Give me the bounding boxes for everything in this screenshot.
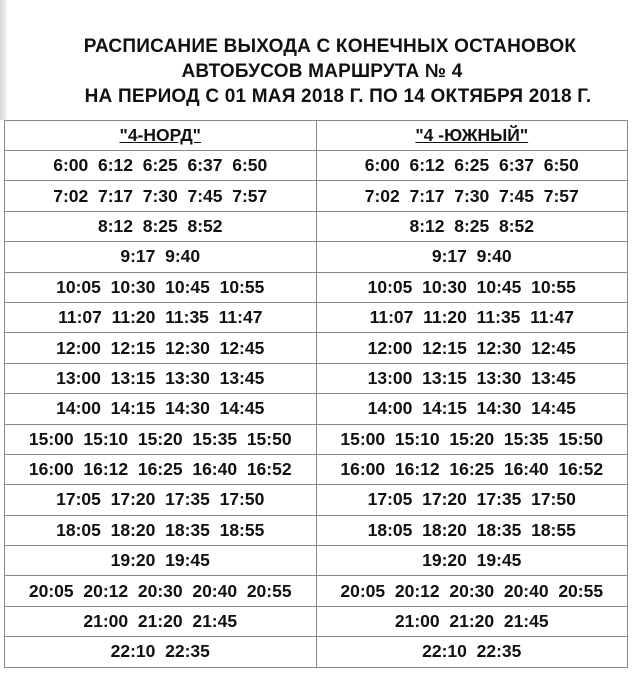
schedule-row: [5, 637, 628, 667]
departure-times-south: 16:00 16:12 16:25 16:40 16:52: [316, 454, 628, 484]
departure-times-nord: 8:12 8:25 8:52: [5, 211, 317, 241]
departure-times-south: 15:00 15:10 15:20 15:35 15:50: [316, 424, 628, 454]
departure-times-south: 7:02 7:17 7:30 7:45 7:57: [316, 181, 628, 211]
departure-times-nord: 22:10 22:35: [5, 637, 317, 667]
schedule-row: [5, 333, 628, 363]
route-header-nord: [5, 121, 317, 151]
departure-times-south: 17:05 17:20 17:35 17:50: [316, 485, 628, 515]
departure-times-nord: 12:00 12:15 12:30 12:45: [5, 333, 317, 363]
schedule-row: [5, 211, 628, 241]
departure-times-south: 14:00 14:15 14:30 14:45: [316, 394, 628, 424]
departure-times-south: 12:00 12:15 12:30 12:45: [316, 333, 628, 363]
schedule-row: [5, 151, 628, 181]
departure-times-nord: 16:00 16:12 16:25 16:40 16:52: [5, 454, 317, 484]
departure-times-south: 21:00 21:20 21:45: [316, 606, 628, 636]
schedule-rows: [5, 151, 628, 668]
departure-times-south: 11:07 11:20 11:35 11:47: [316, 302, 628, 332]
header-line-2: АВТОБУСОВ МАРШРУТА № 4: [181, 61, 463, 82]
departure-times-south: 18:05 18:20 18:35 18:55: [316, 515, 628, 545]
departure-times-nord: 17:05 17:20 17:35 17:50: [5, 485, 317, 515]
schedule-row: [5, 515, 628, 545]
schedule-row: [5, 272, 628, 302]
header-line-3: НА ПЕРИОД С 01 МАЯ 2018 Г. ПО 14 ОКТЯБРЯ 2018 Г.: [84, 86, 592, 107]
departure-times-south: 20:05 20:12 20:30 20:40 20:55: [316, 576, 628, 606]
route-name-nord: "4-НОРД": [119, 125, 201, 145]
departure-times-south: 8:12 8:25 8:52: [316, 211, 628, 241]
departure-times-south: 9:17 9:40: [316, 242, 628, 272]
schedule-row: [5, 242, 628, 272]
schedule-row: [5, 363, 628, 393]
departure-times-nord: 7:02 7:17 7:30 7:45 7:57: [5, 181, 317, 211]
schedule-header: [0, 34, 640, 109]
departure-times-nord: 6:00 6:12 6:25 6:37 6:50: [5, 151, 317, 181]
schedule-row: [5, 485, 628, 515]
departure-times-south: 13:00 13:15 13:30 13:45: [316, 363, 628, 393]
departure-times-nord: 10:05 10:30 10:45 10:55: [5, 272, 317, 302]
schedule-row: [5, 181, 628, 211]
departure-times-south: 10:05 10:30 10:45 10:55: [316, 272, 628, 302]
departure-times-nord: 11:07 11:20 11:35 11:47: [5, 302, 317, 332]
departure-times-nord: 21:00 21:20 21:45: [5, 606, 317, 636]
departure-times-nord: 15:00 15:10 15:20 15:35 15:50: [5, 424, 317, 454]
route-name-south: "4 -ЮЖНЫЙ": [415, 125, 529, 145]
route-header-row: [5, 121, 628, 151]
departure-times-nord: 20:05 20:12 20:30 20:40 20:55: [5, 576, 317, 606]
schedule-row: [5, 424, 628, 454]
departure-times-nord: 18:05 18:20 18:35 18:55: [5, 515, 317, 545]
schedule-row: [5, 546, 628, 576]
departure-times-south: 6:00 6:12 6:25 6:37 6:50: [316, 151, 628, 181]
route-header-south: [316, 121, 628, 151]
schedule-row: [5, 454, 628, 484]
schedule-row: [5, 576, 628, 606]
schedule-row: [5, 302, 628, 332]
departure-times-south: 19:20 19:45: [316, 546, 628, 576]
departure-times-nord: 19:20 19:45: [5, 546, 317, 576]
departure-times-nord: 13:00 13:15 13:30 13:45: [5, 363, 317, 393]
schedule-row: [5, 606, 628, 636]
departure-times-south: 22:10 22:35: [316, 637, 628, 667]
schedule-row: [5, 394, 628, 424]
departure-times-nord: 9:17 9:40: [5, 242, 317, 272]
schedule-table: [4, 120, 628, 668]
departure-times-nord: 14:00 14:15 14:30 14:45: [5, 394, 317, 424]
header-line-1: РАСПИСАНИЕ ВЫХОДА С КОНЕЧНЫХ ОСТАНОВОК: [83, 36, 577, 57]
